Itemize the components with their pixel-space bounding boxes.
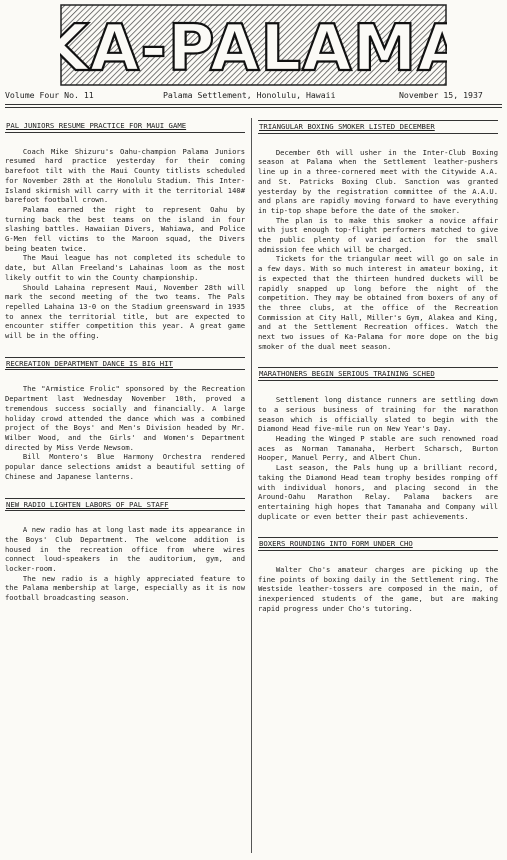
column-divider	[251, 118, 252, 853]
article-paragraph: Tickets for the triangular meet will go on sale in a few days. With so much interest in amateur boxing, it is expected that the thirteen hundred duckets will be rapidly snapped up long before the night of the competition. They may be obtained from boxers of any of the three clubs, at the office of the Recreation Commission at City Hall, Miller's Gym, Alakea and King, and at the Settlement Recreation offices. Watch the next two issues of Ka-Palama for more dope on the big smoker of the dual meet season.	[258, 254, 498, 351]
right-column	[258, 120, 498, 630]
article-paragraph: The plan is to make this smoker a novice affair with just enough top-flight performers matched to give the public plenty of varied action for the small admission fee which will be charged.	[258, 215, 498, 254]
article-headline: PAL JUNIORS RESUME PRACTICE FOR MAUI GAME	[5, 120, 245, 133]
article-headline: NEW RADIO LIGHTEN LABORS OF PAL STAFF	[5, 498, 245, 512]
article-paragraph: Walter Cho's amateur charges are picking up the fine points of boxing daily in the Settlement ring. The Westside leather-tossers are composed in the main, of inexperienced students of the game, but are making rapid progress under Cho's tutoring.	[258, 565, 498, 613]
article-headline: MARATHONERS BEGIN SERIOUS TRAINING SCHED	[258, 367, 498, 381]
article	[258, 537, 498, 613]
masthead-logo	[60, 4, 447, 86]
article-paragraph: Palama earned the right to represent Oahu by turning back the best teams on the island in four slashing battles. Hawaiian Divers, Wahiawa, and Police G-Men fell victims to the Maroon squad, the Divers being beaten twice.	[5, 204, 245, 253]
article	[5, 498, 245, 603]
article-paragraph: Should Lahaina represent Maui, November 28th will mark the second meeting of the two teams. The Pals repelled Lahaina 13-0 on the Stadium greensward in 1935 to annex the territorial title, but are expected to encounter stiffer competition this year. A great game will be in the offing.	[5, 282, 245, 341]
article-headline: BOXERS ROUNDING INTO FORM UNDER CHO	[258, 537, 498, 551]
left-column	[5, 120, 245, 619]
article-headline: TRIANGULAR BOXING SMOKER LISTED DECEMBER	[258, 120, 498, 134]
masthead-title: KA-PALAMA	[60, 12, 447, 86]
article	[258, 367, 498, 521]
article-paragraph: Heading the Winged P stable are such renowned road aces as Norman Tamanaha, Herbert Scharsch, Burton Hooper, Manuel Perry, and Albert Chun.	[258, 433, 498, 463]
article-paragraph: A new radio has at long last made its appearance in the Boys' Club Department. The welcome addition is housed in the recreation office from where wires connect loud-speakers in the auditorium, gym, and locker-room.	[5, 525, 245, 574]
volume-number: Volume Four No. 11	[5, 90, 94, 100]
article	[5, 120, 245, 341]
article	[5, 357, 245, 482]
article-paragraph: Last season, the Pals hung up a brilliant record, taking the Diamond Head team trophy besides romping off with individual honors, and placing second in the Around-Oahu Marathon Relay. Palama backers are entertaining high hopes that Tamanaha and Company will duplicate or even better their past achievements.	[258, 463, 498, 521]
article-paragraph: The "Armistice Frolic" sponsored by the Recreation Department last Wednesday November 10th, proved a tremendous success socially and financially. A large holiday crowd attended the dance which was a combined project of the Boys' and Men's Division headed by Mr. Wilber Wood, and the Girls' and Women's Department directed by Miss Verde Newsom.	[5, 384, 245, 452]
article-headline: RECREATION DEPARTMENT DANCE IS BIG HIT	[5, 357, 245, 371]
issue-line	[0, 90, 507, 102]
article-paragraph: December 6th will usher in the Inter-Club Boxing season at Palama when the Settlement leather-pushers line up in a three-cornered meet with the Citywide A.A. and St. Patricks Boxing Club. Sanction was granted yesterday by the registration committee of the A.A.U. and plans are rapidly moving forward to have everything in tip-top shape before the date of the smoker.	[258, 147, 498, 215]
header-rule-top	[5, 104, 502, 105]
header-rule-bottom	[5, 107, 502, 108]
article-paragraph: The Maui league has not completed its schedule to date, but Allan Freeland's Lahainas loom as the most likely outfit to win the County championship.	[5, 253, 245, 282]
article	[258, 120, 498, 351]
article-paragraph: The new radio is a highly appreciated feature to the Palama membership at large, especially as it is now football broadcasting season.	[5, 573, 245, 603]
article-paragraph: Bill Montero's Blue Harmony Orchestra rendered popular dance selections amidst a beautiful setting of Chinese and Japanese lanterns.	[5, 452, 245, 481]
article-paragraph: Coach Mike Shizuru's Oahu-champion Palama Juniors resumed hard practice yesterday for their coming barefoot tilt with the Maui County titlists scheduled for November 28th at the Honolulu Stadium. This Inter-Island skirmish will carry with it the territorial 140# barefoot football crown.	[5, 146, 245, 205]
masthead-logo-art	[60, 4, 447, 86]
issue-date: November 15, 1937	[399, 90, 483, 100]
publisher-location: Palama Settlement, Honolulu, Hawaii	[163, 90, 336, 100]
article-paragraph: Settlement long distance runners are settling down to a serious business of training for the marathon season which is officially slated to begin with the Diamond Head five-mile run on New Year's Day.	[258, 395, 498, 434]
